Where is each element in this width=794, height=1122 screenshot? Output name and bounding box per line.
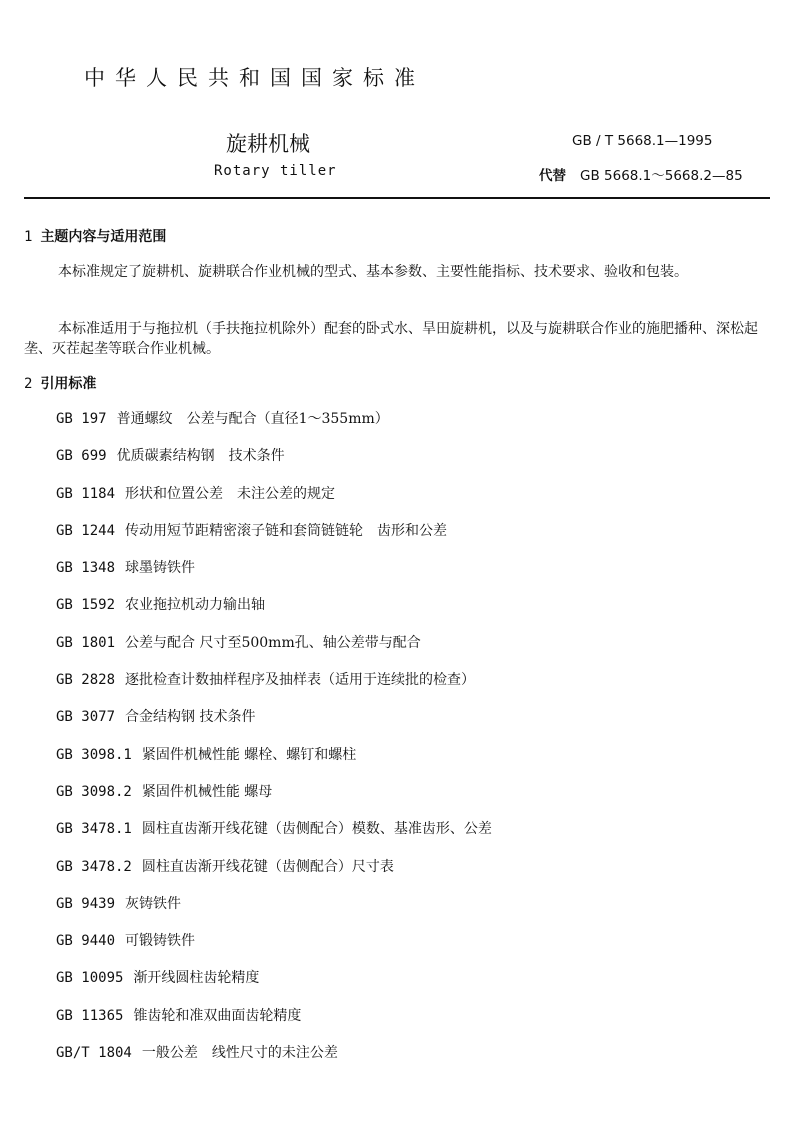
- reference-code: GB 3098.1: [56, 746, 132, 763]
- reference-item: [56, 409, 492, 446]
- reference-item: [56, 707, 492, 744]
- reference-title: 可锻铸铁件: [125, 933, 196, 950]
- reference-code: GB 2828: [56, 672, 116, 689]
- reference-code: GB 11365: [56, 1007, 124, 1024]
- reference-item: [56, 633, 492, 670]
- reference-item: [56, 745, 492, 782]
- reference-code: GB/T 1804: [56, 1045, 132, 1062]
- reference-item: [56, 484, 492, 521]
- document-title-english: Rotary tiller: [214, 163, 337, 179]
- standard-body-header: 中华人民共和国国家标准: [84, 66, 425, 90]
- replaces-value: GB 5668.1～5668.2—85: [580, 168, 743, 184]
- section-1-paragraph-2: 本标准适用于与拖拉机（手扶拖拉机除外）配套的卧式水、旱田旋耕机，以及与旋耕联合作业的施肥播种、深松起垄、灭茬起垄等联合作业机械。: [24, 321, 758, 357]
- reference-title: 公差与配合 尺寸至500mm孔、轴公差带与配合: [125, 634, 421, 651]
- replaces-label: 代替: [539, 168, 566, 184]
- reference-code: GB 1244: [56, 522, 116, 539]
- reference-title: 普通螺纹 公差与配合（直径1～355mm）: [116, 411, 389, 427]
- reference-title: 形状和位置公差 未注公差的规定: [125, 485, 336, 502]
- reference-code: GB 3098.2: [56, 783, 132, 800]
- reference-code: GB 3478.2: [56, 858, 132, 875]
- section-2-number: 2: [24, 376, 33, 392]
- reference-code: GB 1184: [56, 485, 116, 502]
- reference-title: 紧固件机械性能 螺栓、螺钉和螺柱: [141, 746, 357, 763]
- document-title-chinese: 旋耕机械: [226, 132, 310, 156]
- reference-code: GB 1801: [56, 634, 116, 651]
- reference-title: 灰铸铁件: [125, 895, 182, 912]
- reference-item: [56, 782, 492, 819]
- reference-code: GB 1592: [56, 597, 116, 614]
- reference-code: GB 9439: [56, 895, 116, 912]
- reference-code: GB 1348: [56, 560, 116, 577]
- reference-title: 优质碳素结构钢 技术条件: [116, 448, 285, 465]
- section-2-heading: [24, 373, 96, 393]
- reference-code: GB 3478.1: [56, 821, 132, 838]
- reference-title: 圆柱直齿渐开线花键（齿侧配合）尺寸表: [141, 858, 394, 875]
- reference-title: 传动用短节距精密滚子链和套筒链链轮 齿形和公差: [125, 522, 448, 539]
- section-1-title: 主题内容与适用范围: [40, 229, 167, 245]
- reference-title: 一般公差 线性尺寸的未注公差: [141, 1045, 338, 1062]
- reference-title: 球墨铸铁件: [125, 560, 196, 577]
- reference-list: [56, 409, 492, 1080]
- reference-item: [56, 1006, 492, 1043]
- replaces-line: [539, 164, 743, 184]
- header-divider: [24, 197, 770, 199]
- reference-item: [56, 670, 492, 707]
- reference-title: 逐批检查计数抽样程序及抽样表（适用于连续批的检查）: [125, 672, 476, 689]
- reference-title: 紧固件机械性能 螺母: [141, 783, 273, 800]
- reference-title: 圆柱直齿渐开线花键（齿侧配合）模数、基准齿形、公差: [141, 821, 492, 838]
- reference-item: [56, 595, 492, 632]
- reference-code: GB 197: [56, 411, 107, 427]
- reference-item: [56, 558, 492, 595]
- reference-title: 渐开线圆柱齿轮精度: [133, 970, 260, 987]
- reference-item: [56, 894, 492, 931]
- reference-title: 锥齿轮和准双曲面齿轮精度: [133, 1007, 302, 1024]
- reference-item: [56, 931, 492, 968]
- section-2-title: 引用标准: [40, 376, 97, 392]
- section-1-number: 1: [24, 229, 33, 245]
- reference-code: GB 699: [56, 448, 107, 465]
- section-1-paragraph-1: 本标准规定了旋耕机、旋耕联合作业机械的型式、基本参数、主要性能指标、技术要求、验收和包装。: [58, 264, 688, 280]
- reference-item: [56, 968, 492, 1005]
- reference-item: [56, 521, 492, 558]
- reference-item: [56, 1043, 492, 1080]
- reference-title: 合金结构钢 技术条件: [125, 709, 256, 726]
- section-1-heading: [24, 226, 166, 246]
- reference-item: [56, 857, 492, 894]
- reference-code: GB 9440: [56, 933, 116, 950]
- reference-item: [56, 446, 492, 483]
- reference-code: GB 3077: [56, 709, 116, 726]
- standard-number: GB / T 5668.1—1995: [572, 133, 713, 149]
- reference-code: GB 10095: [56, 970, 124, 987]
- reference-title: 农业拖拉机动力输出轴: [125, 597, 266, 614]
- reference-item: [56, 819, 492, 856]
